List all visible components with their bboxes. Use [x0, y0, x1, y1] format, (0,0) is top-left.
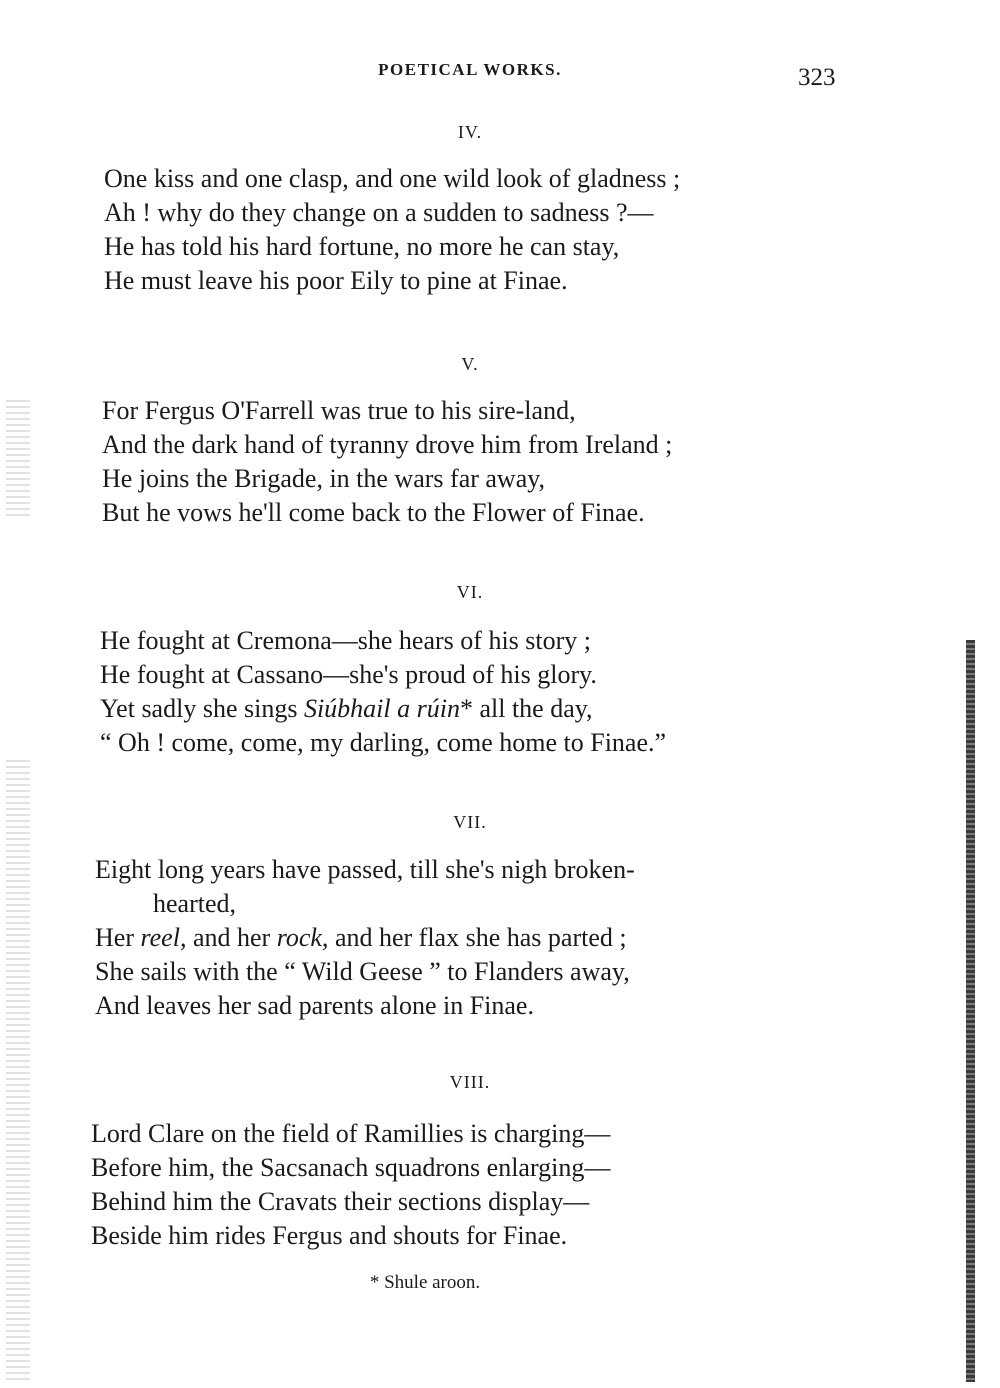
verse-line: Before him, the Sacsanach squadrons enlarging— [91, 1153, 611, 1182]
scan-edge-artifact [6, 400, 30, 520]
stanza-number: VI. [456, 582, 484, 602]
stanza [102, 394, 862, 530]
stanza-number: VIII. [449, 1072, 491, 1092]
footnote: * Shule aroon. [369, 1272, 481, 1293]
verse-text: and her [186, 923, 277, 952]
verse-line: And leaves her sad parents alone in Finae. [95, 991, 534, 1020]
verse-line: She sails with the “ Wild Geese ” to Flanders away, [95, 957, 630, 986]
verse-text: Yet sadly she sings [100, 694, 304, 723]
verse-line: For Fergus O'Farrell was true to his sire-land, [102, 396, 576, 425]
verse-line: “ Oh ! come, come, my darling, come home to Finae.” [100, 728, 667, 757]
verse-line: But he vows he'll come back to the Flower of Finae. [102, 498, 645, 527]
verse-text: and her flax she has parted ; [328, 923, 627, 952]
verse-line: He joins the Brigade, in the wars far away, [102, 464, 546, 493]
verse-line [95, 921, 855, 955]
italic-word: rock, [276, 923, 329, 952]
verse-line-continuation: hearted, [153, 889, 237, 918]
running-title: POETICAL WORKS. [378, 60, 562, 79]
verse-line: He fought at Cremona—she hears of his story ; [100, 626, 592, 655]
verse-line: And the dark hand of tyranny drove him from Ireland ; [102, 430, 673, 459]
page-number: 323 [798, 64, 836, 91]
verse-text: Her [95, 923, 141, 952]
verse-line: Ah ! why do they change on a sudden to sadness ?— [104, 198, 654, 227]
stanza-number: V. [461, 354, 479, 374]
verse-line: One kiss and one clasp, and one wild look of gladness ; [104, 164, 681, 193]
verse-line: Beside him rides Fergus and shouts for Finae. [91, 1221, 568, 1250]
stanza [95, 853, 855, 1023]
verse-line: Behind him the Cravats their sections display— [91, 1187, 590, 1216]
italic-word: reel, [140, 923, 187, 952]
irish-phrase: Siúbhail a rúin [303, 694, 460, 723]
verse-line: Eight long years have passed, till she's nigh broken- [95, 855, 635, 884]
scan-edge-artifact [966, 640, 975, 1382]
verse-line: He has told his hard fortune, no more he can stay, [104, 232, 620, 261]
verse-line [100, 692, 860, 726]
stanza-number: IV. [457, 122, 483, 142]
verse-line: Lord Clare on the field of Ramillies is charging— [91, 1119, 611, 1148]
stanza [100, 624, 860, 760]
stanza-number: VII. [453, 812, 487, 832]
verse-line: He must leave his poor Eily to pine at Finae. [104, 266, 568, 295]
stanza [91, 1117, 851, 1253]
stanza [104, 162, 864, 298]
verse-text: * all the day, [459, 694, 593, 723]
verse-line: He fought at Cassano—she's proud of his glory. [100, 660, 597, 689]
